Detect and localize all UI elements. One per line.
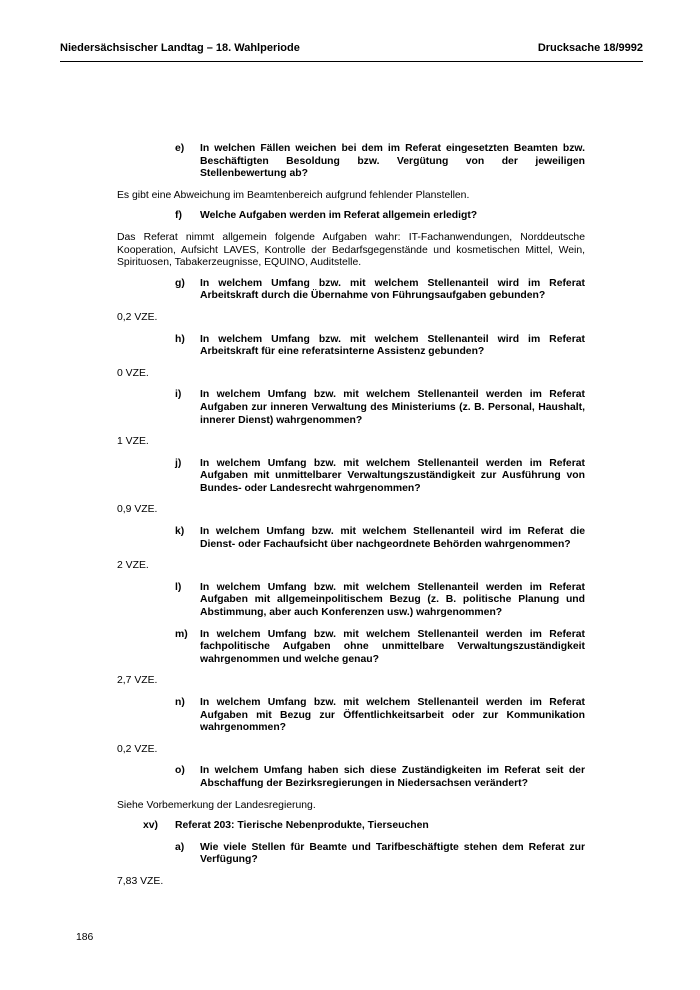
answer: 2 VZE. bbox=[117, 560, 149, 572]
question-text: In welchem Umfang haben sich diese Zuständigkeiten im Referat seit der Abschaffung der Bezirksregierungen in Niedersachsen verändert? bbox=[200, 765, 585, 789]
question-label: o) bbox=[175, 765, 185, 777]
answer: Es gibt eine Abweichung im Beamtenbereich aufgrund fehlender Planstellen. bbox=[117, 189, 470, 201]
question-label: i) bbox=[175, 389, 182, 401]
document-body bbox=[117, 143, 585, 898]
question-text: In welchem Umfang bzw. mit welchem Stellenanteil wird im Referat Arbeitskraft für eine referatsinterne Assistenz gebunden? bbox=[200, 333, 585, 358]
question-label: a) bbox=[175, 841, 185, 853]
question bbox=[117, 278, 585, 303]
question bbox=[117, 842, 585, 867]
question-label: e) bbox=[175, 143, 185, 154]
section-title: Referat 203: Tierische Nebenprodukte, Tierseuchen bbox=[175, 820, 429, 832]
question bbox=[117, 526, 585, 551]
question-label: h) bbox=[175, 333, 185, 345]
question bbox=[117, 334, 585, 359]
question bbox=[117, 697, 585, 735]
question bbox=[117, 765, 585, 790]
question-text: In welchem Umfang bzw. mit welchem Stellenanteil werden im Referat Aufgaben zur inneren Verwaltung des Ministeriums (z. B. Personal, Haushalt, innerer Dienst) wahrgenommen? bbox=[200, 389, 585, 426]
answer: 1 VZE. bbox=[117, 436, 149, 448]
question-text: In welchem Umfang bzw. mit welchem Stellenanteil werden im Referat Aufgaben mit Bezug zur Öffentlichkeitsarbeit oder zur Kommunikation wahrgenommen? bbox=[200, 697, 585, 734]
question-label: l) bbox=[175, 581, 182, 593]
question-text: Wie viele Stellen für Beamte und Tarifbeschäftigte stehen dem Referat zur Verfügung? bbox=[200, 841, 585, 866]
answer: Siehe Vorbemerkung der Landesregierung. bbox=[117, 799, 316, 811]
answer: 0,2 VZE. bbox=[117, 743, 158, 755]
question-label: g) bbox=[175, 277, 185, 289]
question-text: In welchem Umfang bzw. mit welchem Stellenanteil wird im Referat Arbeitskraft durch die Übernahme von Führungsaufgaben gebunden? bbox=[200, 277, 585, 302]
document-number: Drucksache 18/9992 bbox=[537, 42, 643, 54]
answer: 0 VZE. bbox=[117, 367, 149, 379]
answer: 0,2 VZE. bbox=[117, 311, 158, 323]
page-number: 186 bbox=[76, 932, 94, 943]
answer: 7,83 VZE. bbox=[117, 875, 164, 887]
section-heading bbox=[117, 820, 585, 833]
question-text: In welchem Umfang bzw. mit welchem Stellenanteil werden im Referat Aufgaben mit allgemeinpolitischem Bezug (z. B. politische Planung und Abstimmung, aber auch Konferenzen usw.) wahrgenommen? bbox=[200, 581, 585, 619]
question-label: m) bbox=[175, 628, 188, 640]
question bbox=[117, 582, 585, 620]
question bbox=[117, 143, 585, 181]
header-title: Niedersächsischer Landtag – 18. Wahlperiode bbox=[60, 42, 300, 54]
question-label: j) bbox=[175, 457, 182, 469]
question-text: In welchem Umfang bzw. mit welchem Stellenanteil werden im Referat Aufgaben mit unmittelbarer Verwaltungszuständigkeit zur Ausführung von Bundes- oder Landesrecht wahrgenommen? bbox=[200, 457, 585, 494]
section-label: xv) bbox=[143, 820, 159, 832]
header-divider bbox=[60, 61, 643, 62]
question-text: In welchem Umfang bzw. mit welchem Stellenanteil wird im Referat die Dienst- oder Fachaufsicht über nachgeordnete Behörden wahrgenommen? bbox=[200, 526, 585, 550]
question-text: In welchem Umfang bzw. mit welchem Stellenanteil werden im Referat fachpolitische Aufgaben ohne unmittelbare Verwaltungszuständigkeit wahrgenommen und welche genau? bbox=[200, 628, 585, 665]
question-text: In welchen Fällen weichen bei dem im Referat eingesetzten Beamten bzw. Beschäftigten Besoldung bzw. Vergütung von der jeweiligen Stellenbewertung ab? bbox=[200, 143, 585, 180]
answer: Das Referat nimmt allgemein folgende Aufgaben wahr: IT-Fachanwendungen, Norddeutsche Kooperation, Aufsicht LAVES, Kontrolle der Bedarfsgegenstände und kosmetischen Mittel, Wein, Spirituosen, Tabakerzeugnisse, EQUINO, Auditstelle. bbox=[117, 231, 585, 269]
question-label: n) bbox=[175, 697, 185, 708]
question bbox=[117, 389, 585, 427]
question-label: f) bbox=[175, 210, 182, 222]
question bbox=[117, 210, 585, 223]
answer: 0,9 VZE. bbox=[117, 504, 158, 516]
page-header bbox=[60, 40, 643, 60]
question-text: Welche Aufgaben werden im Referat allgemein erledigt? bbox=[200, 210, 478, 222]
question bbox=[117, 458, 585, 496]
answer: 2,7 VZE. bbox=[117, 675, 158, 687]
question bbox=[117, 629, 585, 667]
question-label: k) bbox=[175, 526, 185, 538]
